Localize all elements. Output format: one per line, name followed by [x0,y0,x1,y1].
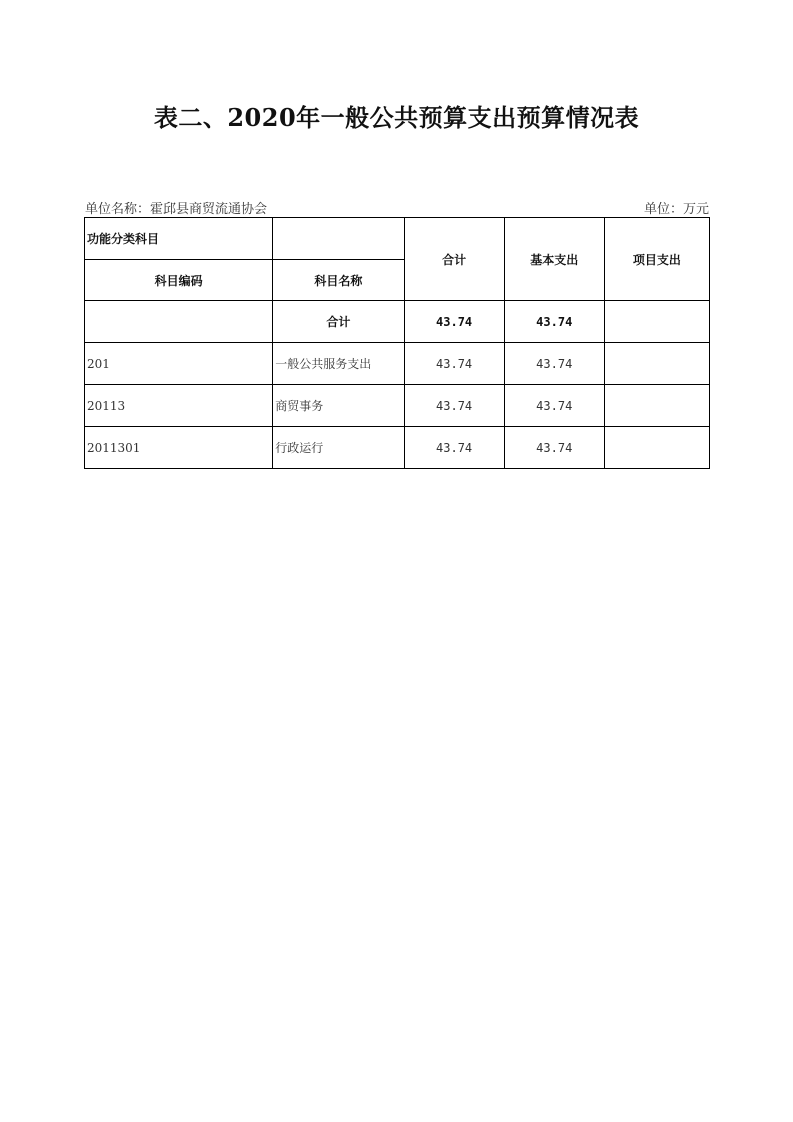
total-header: 合计 [404,218,504,301]
row-basic: 43.74 [504,385,604,427]
row-total: 43.74 [404,343,504,385]
row-total: 43.74 [404,427,504,469]
function-category-header: 功能分类科目 [85,218,273,260]
total-row-project [604,301,709,343]
page-title: 表二、2020年一般公共预算支出预算情况表 [153,103,640,132]
project-expense-header: 项目支出 [604,218,709,301]
table-row [85,343,710,385]
row-code: 2011301 [85,427,273,469]
unit-name-label: 单位名称：霍邱县商贸流通协会 [85,202,268,217]
total-row-code [85,301,273,343]
header-row-1 [85,218,710,260]
total-row [85,301,710,343]
row-name: 行政运行 [273,427,404,469]
row-name: 一般公共服务支出 [273,343,404,385]
row-code: 201 [85,343,273,385]
total-row-total: 43.74 [404,301,504,343]
basic-expense-header: 基本支出 [504,218,604,301]
total-row-label: 合计 [273,301,404,343]
subject-name-header: 科目名称 [273,260,404,301]
row-code: 20113 [85,385,273,427]
header-blank-cell [273,218,404,260]
row-basic: 43.74 [504,343,604,385]
subject-code-header: 科目编码 [85,260,273,301]
unit-label: 单位：万元 [643,202,709,217]
table-row [85,385,710,427]
row-name: 商贸事务 [273,385,404,427]
budget-table [84,217,710,469]
row-project [604,427,709,469]
row-basic: 43.74 [504,427,604,469]
total-row-basic: 43.74 [504,301,604,343]
row-project [604,385,709,427]
row-project [604,343,709,385]
table-row [85,427,710,469]
row-total: 43.74 [404,385,504,427]
